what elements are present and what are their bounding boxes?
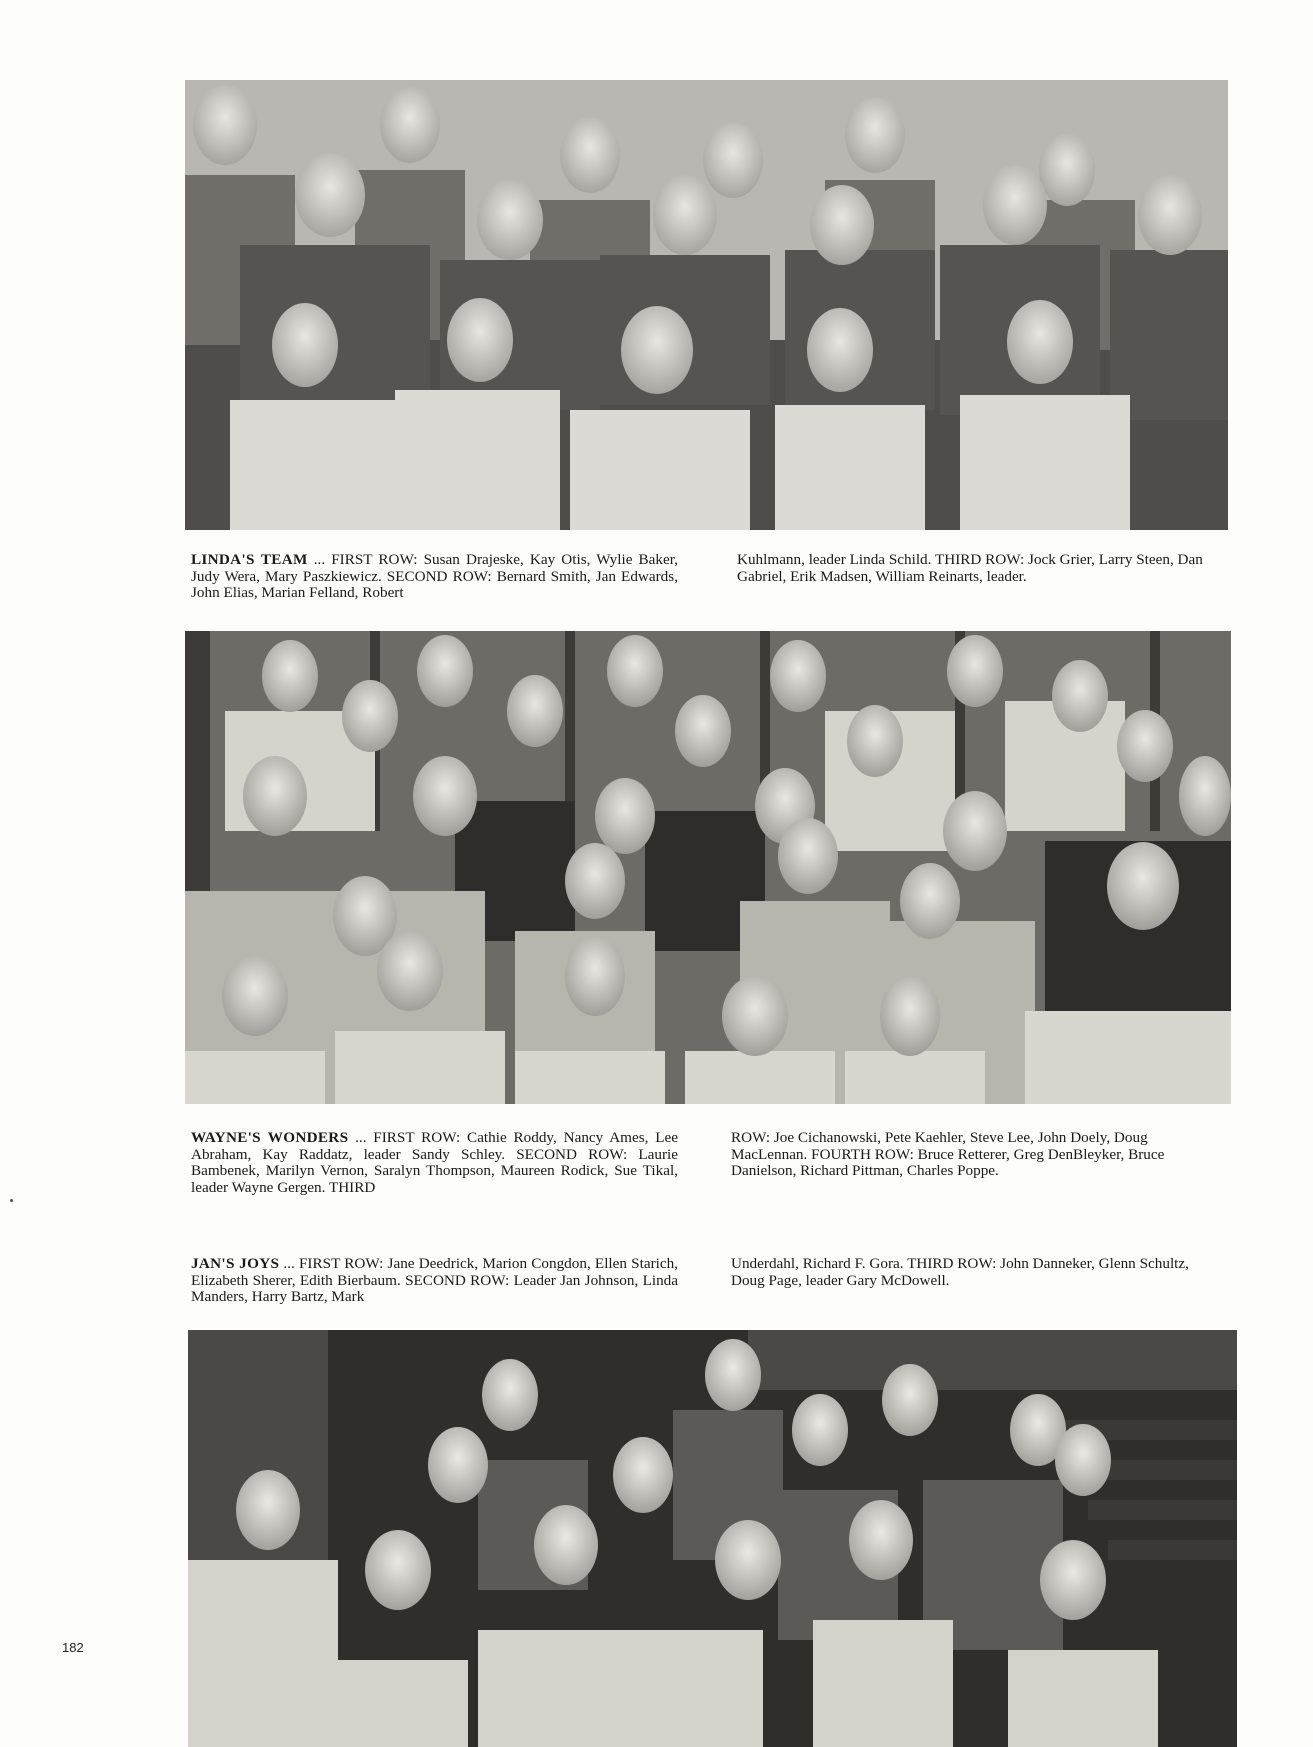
caption-lindas-team-right	[737, 552, 1224, 585]
caption-jans-joys-left	[191, 1256, 678, 1306]
caption-text: Underdahl, Richard F. Gora. THIRD ROW: John Danneker, Glenn Schultz, Doug Page, leader Gary McDowell.	[731, 1255, 1189, 1289]
caption-text: ... FIRST ROW: Susan Drajeske, Kay Otis, Wylie Baker, Judy Wera, Mary Paszkiewicz. SECOND ROW: Bernard Smith, Jan Edwards, John Elias, Marian Felland, Robert	[191, 551, 678, 601]
caption-text: Kuhlmann, leader Linda Schild. THIRD ROW: Jock Grier, Larry Steen, Dan Gabriel, Erik Madsen, William Reinarts, leader.	[737, 551, 1203, 585]
page-number: 182	[62, 1640, 84, 1655]
caption-text: ... FIRST ROW: Cathie Roddy, Nancy Ames, Lee Abraham, Kay Raddatz, leader Sandy Schley. SECOND ROW: Laurie Bambenek, Marilyn Vernon, Saralyn Thompson, Maureen Rodick, Sue Tikal, leader Wayne Gergen. THIRD	[191, 1129, 678, 1196]
group-photo-jans-joys	[188, 1330, 1237, 1747]
team-name: WAYNE'S WONDERS	[191, 1129, 349, 1146]
team-name: JAN'S JOYS	[191, 1255, 280, 1272]
team-name: LINDA'S TEAM	[191, 551, 308, 568]
group-photo-lindas-team	[185, 80, 1228, 530]
caption-text: ROW: Joe Cichanowski, Pete Kaehler, Steve Lee, John Doely, Doug MacLennan. FOURTH ROW: Bruce Retterer, Greg DenBleyker, Bruce Danielson, Richard Pittman, Charles Poppe.	[731, 1129, 1165, 1179]
caption-waynes-wonders-right	[731, 1130, 1224, 1180]
caption-lindas-team-left	[191, 552, 678, 602]
group-photo-waynes-wonders	[185, 631, 1231, 1104]
caption-jans-joys-right	[731, 1256, 1224, 1289]
speck	[10, 1199, 13, 1202]
caption-text: ... FIRST ROW: Jane Deedrick, Marion Congdon, Ellen Starich, Elizabeth Sherer, Edith Bierbaum. SECOND ROW: Leader Jan Johnson, Linda Manders, Harry Bartz, Mark	[191, 1255, 678, 1305]
caption-waynes-wonders-left	[191, 1130, 678, 1196]
